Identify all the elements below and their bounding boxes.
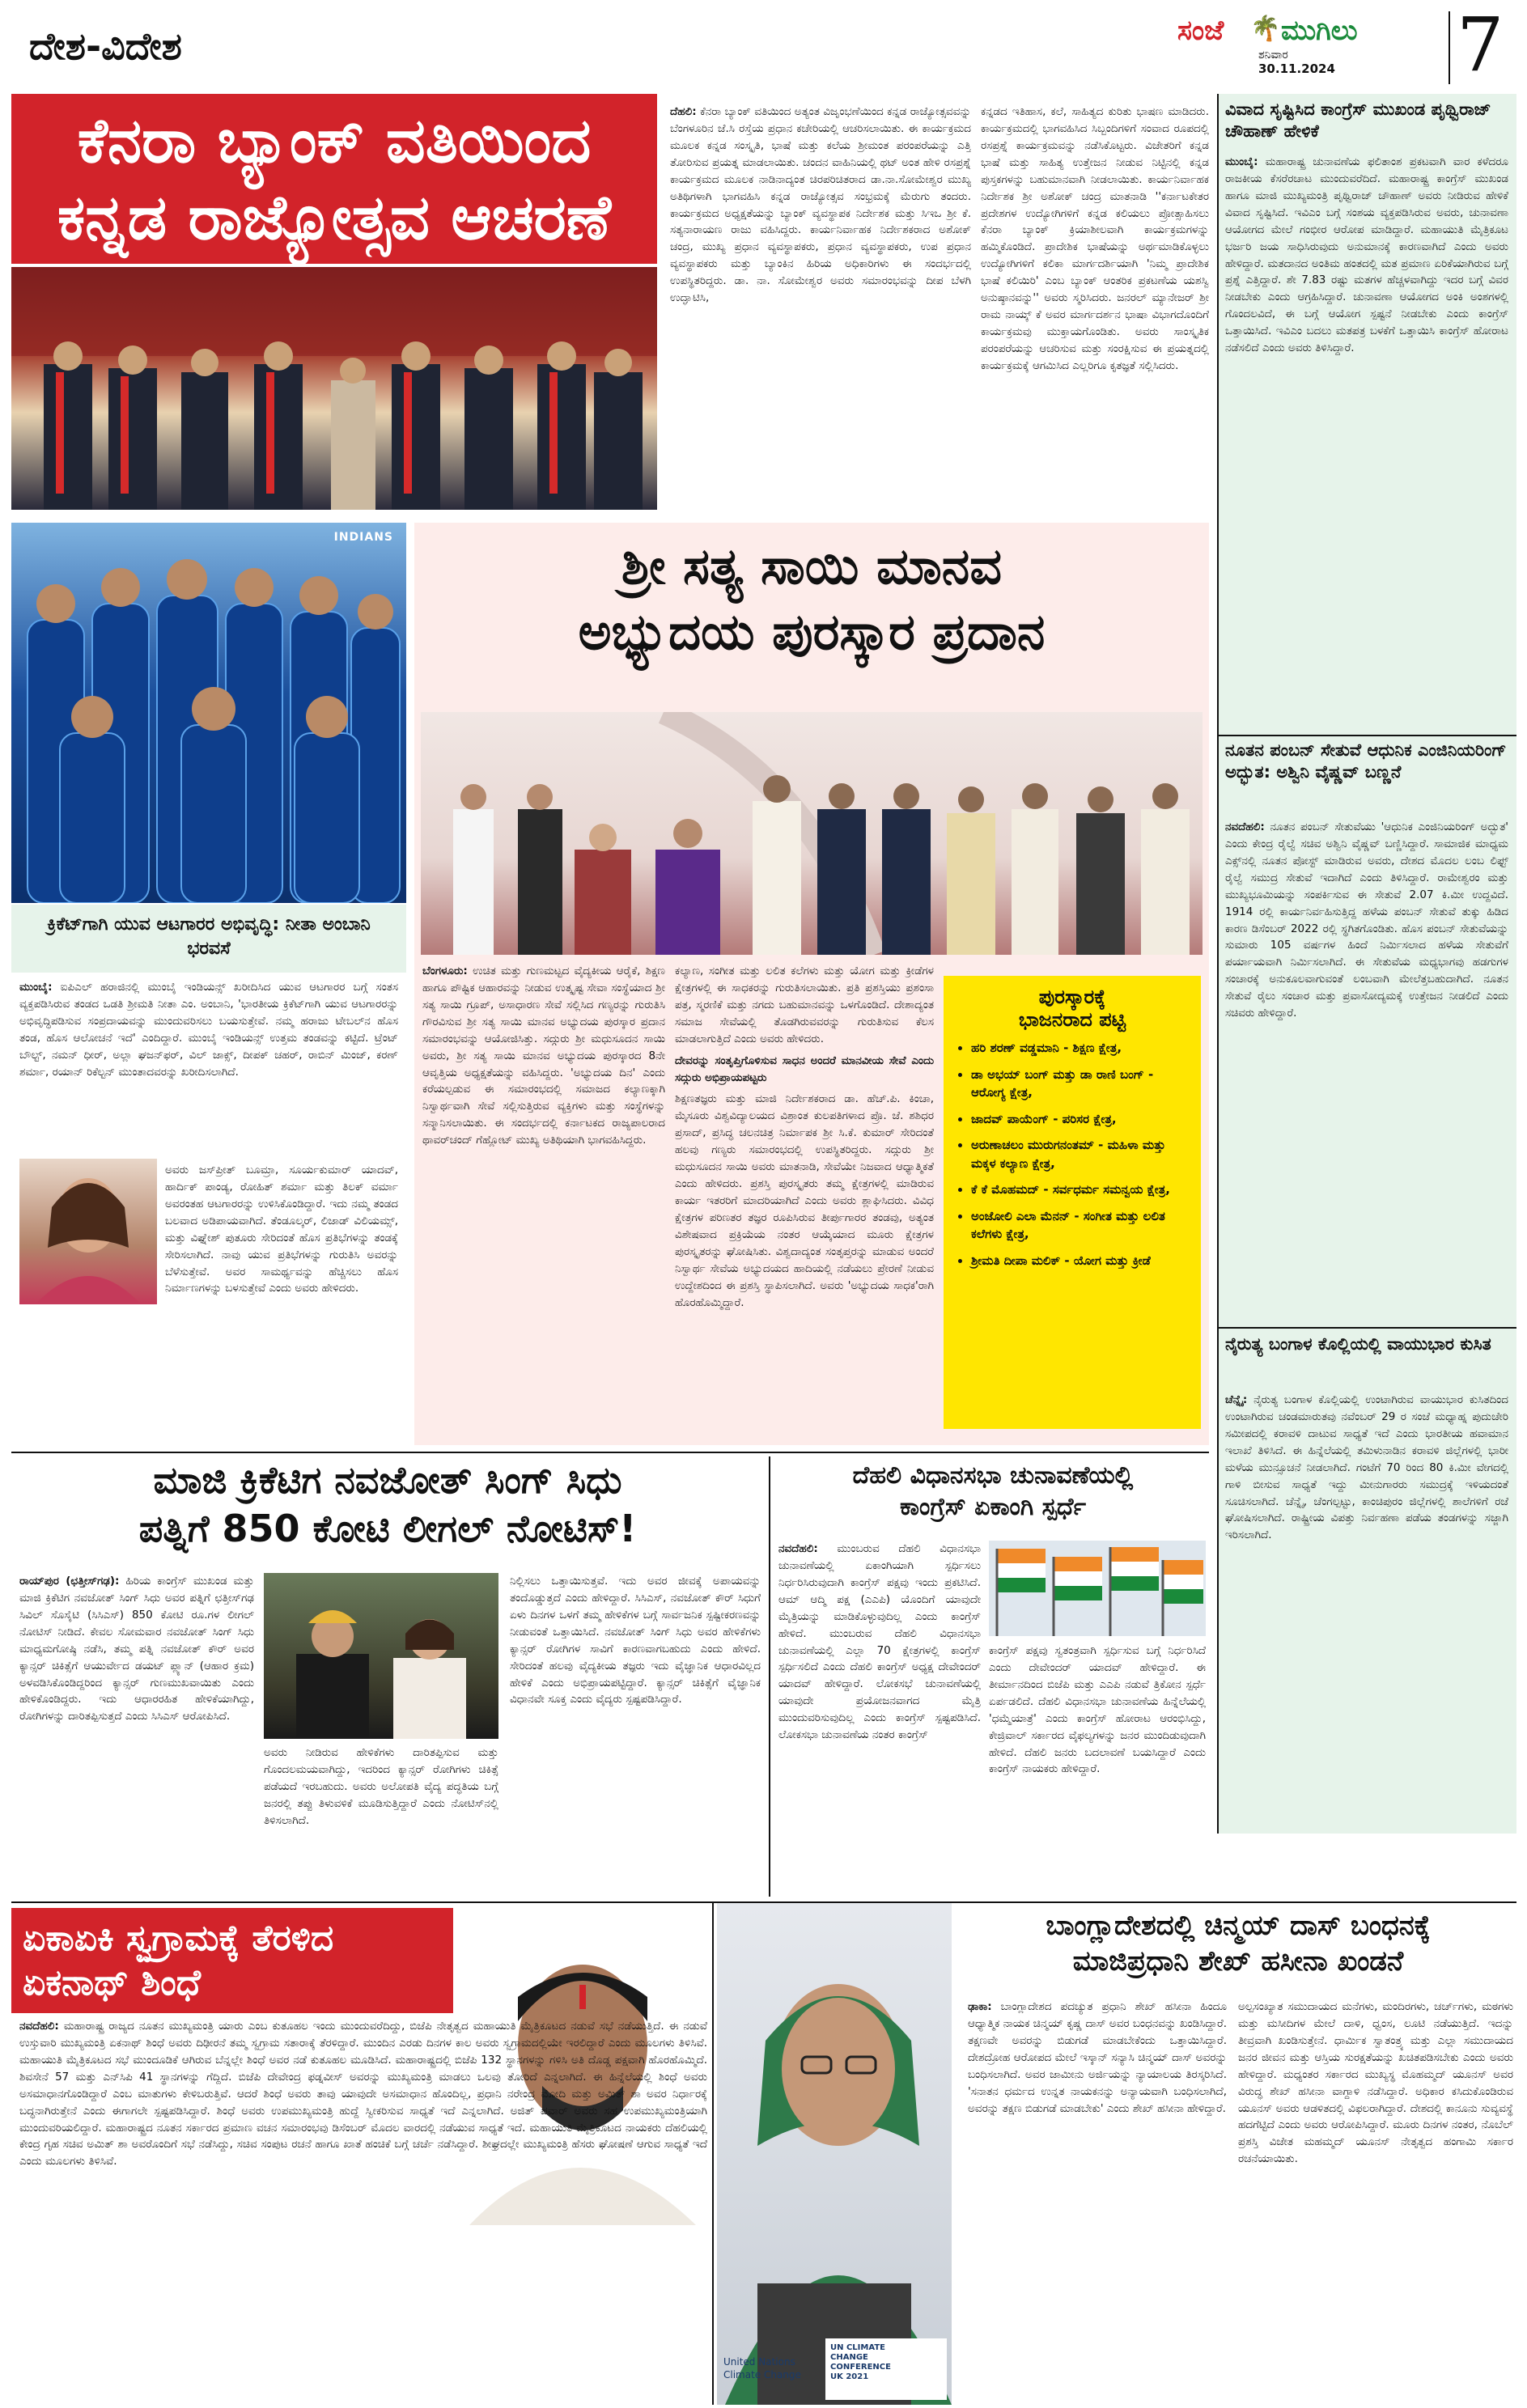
shinde-headline-line1: ಏಕಾಏಕಿ ಸ್ವಗ್ರಾಮಕ್ಕೆ ತೆರಳಿದ [23, 1918, 334, 1959]
un-label-2: Climate Change [723, 2369, 801, 2380]
sidhu-couple [264, 1573, 498, 1739]
sai-body-col2 [675, 963, 934, 1440]
issue-date: 30.11.2024 [1258, 61, 1335, 76]
awards-item: • ಅರುಣಾಚಲಂ ಮುರುಗನಂತಮ್ - ಮಹಿಳಾ ಮತ್ತು ಮಕ್ಕಳ ಕಲ್ಯಾಣ ಕ್ಷೇತ್ರ, [971, 1136, 1190, 1172]
masthead-logo [1177, 11, 1444, 76]
hasina-body-2: ಅಲ್ಪಸಂಖ್ಯಾತ ಸಮುದಾಯದ ಮನೆಗಳು, ಮಂದಿರಗಳು, ಚರ್ಚ್‌ಗಳು, ಮಠಗಳು ಮತ್ತು ಮಸೀದಿಗಳ ಮೇಲೆ ದಾಳಿ, ಧ್ವಂಸ, ಲೂಟಿ ನಡೆಯುತ್ತಿದೆ. ಇದನ್ನು ತೀವ್ರವಾಗಿ ಖಂಡಿಸುತ್ತೇನೆ. ಧಾರ್ಮಿಕ ಸ್ವಾತಂತ್ರ್ಯ ಮತ್ತು ಎಲ್ಲಾ ಸಮುದಾಯದ ಜನರ ಜೀವನ ಮತ್ತು ಆಸ್ತಿಯ ಸುರಕ್ಷತೆಯನ್ನು ಖಚಿತಪಡಿಸಬೇಕು ಎಂದು ಅವರು ಹೇಳಿದ್ದಾರೆ. ಮಧ್ಯಂತರ ಸರ್ಕಾರದ ಮುಖ್ಯಸ್ಥ ಮೊಹಮ್ಮದ್ ಯೂನಸ್ ಅವರ ವಿರುದ್ಧ ಶೇಖ್ ಹಸೀನಾ ವಾಗ್ದಾಳಿ ನಡೆಸಿದ್ದಾರೆ. ಅಧಿಕಾರ ಕಸಿದುಕೊಂಡಿರುವ ಯೂನಸ್ ಅವರು ಆಡಳಿತದಲ್ಲಿ ವಿಫಲರಾಗಿದ್ದಾರೆ. ದೇಶದಲ್ಲಿ ಕಾನೂನು ಸುವ್ಯವಸ್ಥೆ ಹದಗೆಟ್ಟಿದೆ ಎಂದು ಅವರು ಆರೋಪಿಸಿದ್ದಾರೆ. ಮೂರು ದಿನಗಳ ನಂತರ, ನೊಬೆಲ್ ಪ್ರಶಸ್ತಿ ವಿಜೇತ ಮಹಮ್ಮದ್ ಯೂನಸ್ ನೇತೃತ್ವದ ಹಂಗಾಮಿ ಸರ್ಕಾರ ರಚನೆಯಾಯಿತು. [1238, 2000, 1513, 2166]
shinde-headline [11, 1908, 510, 2013]
sidhu-body-col1 [19, 1573, 254, 1897]
canara-body-col2 [981, 104, 1209, 508]
canara-photo-figures [11, 267, 657, 510]
delhi-dateline: ನವದೆಹಲಿ: [778, 1542, 818, 1555]
canara-body-col1 [670, 104, 971, 508]
canara-body-2: ಕನ್ನಡದ ಇತಿಹಾಸ, ಕಲೆ, ಸಾಹಿತ್ಯದ ಕುರಿತು ಭಾಷಣ ಮಾಡಿದರು. ಕಾರ್ಯಕ್ರಮದಲ್ಲಿ ಭಾಗವಹಿಸಿದ ಸಿಬ್ಬಂದಿಗಳಿಗೆ ಸಂವಾದ ರೂಪದಲ್ಲಿ ರಸಪ್ರಶ್ನೆ ಕಾರ್ಯಕ್ರಮವನ್ನು ನಡೆಸಿಕೊಟ್ಟರು. ವಿಜೇತರಿಗೆ ಕನ್ನಡ ಭಾಷೆ ಮತ್ತು ಸಾಹಿತ್ಯ ಉತ್ತೇಜನ ನೀಡುವ ನಿಟ್ಟಿನಲ್ಲಿ ಕನ್ನಡ ಪುಸ್ತಕಗಳನ್ನು ಬಹುಮಾನವಾಗಿ ನೀಡಲಾಯಿತು. ಕಾರ್ಯನಿರ್ವಾಹಕ ನಿರ್ದೇಶಕ ಶ್ರೀ ಅಶೋಕ್ ಚಂದ್ರ ಮಾತನಾಡಿ ''ಕರ್ನಾಟಕೇತರ ಪ್ರದೇಶಗಳ ಉದ್ಯೋಗಿಗಳಿಗೆ ಕನ್ನಡ ಕಲಿಯಲು ಪ್ರೋತ್ಸಾಹಿಸಲು ಕೆನರಾ ಬ್ಯಾಂಕ್ ಕ್ರಿಯಾಶೀಲವಾಗಿ ಕಾರ್ಯಕ್ರಮಗಳನ್ನು ಹಮ್ಮಿಕೊಂಡಿದೆ. ಪ್ರಾದೇಶಿಕ ಭಾಷೆಯನ್ನು ಅರ್ಥಮಾಡಿಕೊಳ್ಳಲು ಉದ್ಯೋಗಿಗಳಿಗೆ ಕಲಿಕಾ ಮಾರ್ಗದರ್ಶಿಯಾಗಿ 'ನಿಮ್ಮ ಪ್ರಾದೇಶಿಕ ಭಾಷೆ ಕಲಿಯಿರಿ' ಎಂಬ ಬ್ಯಾಂಕ್ ಆಂತರಿಕ ಪ್ರಕಟಣೆಯ ಯಶಸ್ವಿ ಅನುಷ್ಠಾನವನ್ನು'' ಅವರು ಸ್ಮರಿಸಿದರು. ಜನರಲ್ ಮ್ಯಾನೇಜರ್ ಶ್ರೀ ರಾಮ ನಾಯ್ಕ್ ಕೆ ಅವರ ಮಾರ್ಗದರ್ಶನ ಭಾಷಾ ವಿಭಾಗದೊಂದಿಗೆ ಕಾರ್ಯಕ್ರಮವು ಮುಕ್ತಾಯಗೊಂಡಿತು. ಅವರು ಸಾಂಸ್ಕೃತಿಕ ಪರಂಪರೆಯನ್ನು ಆಚರಿಸುವ ಮತ್ತು ಸಂರಕ್ಷಿಸುವ ಈ ಪ್ರಯತ್ನದಲ್ಲಿ ಕಾರ್ಯಕ್ರಮಕ್ಕೆ ಆಗಮಿಸಿದ ಎಲ್ಲರಿಗೂ ಕೃತಜ್ಞತೆ ಸಲ್ಲಿಸಿದರು. [981, 105, 1209, 372]
ipl-body-2: ಅವರು ಜಸ್‌ಪ್ರೀತ್ ಬೂಮ್ರಾ, ಸೂರ್ಯಕುಮಾರ್ ಯಾದವ್, ಹಾರ್ದಿಕ್ ಪಾಂಡ್ಯ, ರೋಹಿತ್ ಶರ್ಮಾ ಮತ್ತು ತಿಲಕ್ ವರ್ಮಾ ಅವರಂತಹ ಆಟಗಾರರನ್ನು ಉಳಿಸಿಕೊಂಡಿದ್ದಾರೆ. ಇದು ನಮ್ಮ ತಂಡದ ಬಲವಾದ ಅಡಿಪಾಯವಾಗಿದೆ. ತೆಂಡೂಲ್ಕರ್, ಲಿಜಾಡ್ ವಿಲಿಯಮ್ಸ್, ಮತ್ತು ವಿಘ್ನೇಶ್ ಪುತೂರು ಸೇರಿದಂತೆ ಹೊಸ ಪ್ರತಿಭೆಗಳನ್ನು ತಂಡಕ್ಕೆ ಸೇರಿಸಲಾಗಿದೆ. ನಾವು ಯುವ ಪ್ರತಿಭೆಗಳನ್ನು ಗುರುತಿಸಿ ಅವರನ್ನು ಬೆಳೆಸುತ್ತೇವೆ. ಅವರ ಸಾಮರ್ಥ್ಯವನ್ನು ಹೆಚ್ಚಿಸಲು ಹೊಸ ನಿರ್ಮಾಣಗಳನ್ನು ಬಳಸುತ್ತೇವೆ ಎಂದು ಅವರು ಹೇಳಿದರು. [165, 1164, 398, 1295]
sidebar1-headline: ವಿವಾದ ಸೃಷ್ಟಿಸಿದ ಕಾಂಗ್ರೆಸ್ ಮುಖಂಡ ಪೃಥ್ವಿರಾಜ್ ಚೌಹಾಣ್ ಹೇಳಿಕೆ [1225, 100, 1491, 142]
hasina-headline [955, 1908, 1521, 1979]
mi-logo-text: INDIANS [333, 531, 393, 544]
sidebar1-body [1225, 154, 1508, 728]
nita-portrait [19, 1159, 157, 1304]
canara-headline [11, 94, 657, 264]
mi-players [11, 523, 406, 903]
sidebar2-body [1225, 819, 1508, 1321]
ipl-caption: ಕ್ರಿಕೆಟ್‌ಗಾಗಿ ಯುವ ಆಟಗಾರರ ಅಭಿವೃದ್ಧಿ: ನೀತಾ ಅಂಬಾನಿ ಭರವಸೆ [11, 905, 406, 973]
sidhu-body-1: ಹಿರಿಯ ಕಾಂಗ್ರೆಸ್ ಮುಖಂಡ ಮತ್ತು ಮಾಜಿ ಕ್ರಿಕೆಟಿಗ ನವಜೋತ್ ಸಿಂಗ್ ಸಿಧು ಅವರ ಪತ್ನಿಗೆ ಛತ್ತೀಸ್‌ಗಢ ಸಿವಿಲ್ ಸೊಸೈಟಿ (ಸಿಸಿಎಸ್) 850 ಕೋಟಿ ರೂ.ಗಳ ಲೀಗಲ್ ನೋಟಿಸ್ ನೀಡಿದೆ. ಕೇವಲ ಸೋಮವಾರ ನವಜೋತ್ ಸಿಂಗ್ ಸಿಧು ಮಾಧ್ಯಮಗೋಷ್ಠಿ ನಡೆಸಿ, ತಮ್ಮ ಪತ್ನಿ ನವಜೋತ್ ಕೌರ್ ಅವರ ಕ್ಯಾನ್ಸರ್ ಚಿಕಿತ್ಸೆಗೆ ಆಯುರ್ವೇದ ಡಯಟ್ ಪ್ಲ್ಯಾನ್ (ಆಹಾರ ಕ್ರಮ) ಅಳವಡಿಸಿಕೊಂಡಿದ್ದರಿಂದ ಕ್ಯಾನ್ಸರ್ ಗುಣಮುಖವಾಯಿತು ಎಂದು ಹೇಳಿಕೊಂಡಿದ್ದರು. ಇದು ಆಧಾರರಹಿತ ಹೇಳಿಕೆಯಾಗಿದ್ದು, ರೋಗಿಗಳನ್ನು ದಾರಿತಪ್ಪಿಸುತ್ತದೆ ಎಂದು ಸಿಸಿಎಸ್ ಆರೋಪಿಸಿದೆ. [19, 1575, 254, 1723]
delhi-body-1: ಮುಂಬರುವ ದೆಹಲಿ ವಿಧಾನಸಭಾ ಚುನಾವಣೆಯಲ್ಲಿ ಏಕಾಂಗಿಯಾಗಿ ಸ್ಪರ್ಧಿಸಲು ನಿರ್ಧರಿಸಿರುವುದಾಗಿ ಕಾಂಗ್ರೆಸ್ ಪಕ್ಷವು ಇಂದು ಪ್ರಕಟಿಸಿದೆ. ಆಮ್ ಆದ್ಮಿ ಪಕ್ಷ (ಎಎಪಿ) ಯೊಂದಿಗೆ ಯಾವುದೇ ಮೈತ್ರಿಯನ್ನು ಮಾಡಿಕೊಳ್ಳುವುದಿಲ್ಲ ಎಂದು ಕಾಂಗ್ರೆಸ್ ಹೇಳಿದೆ. ಮುಂಬರುವ ದೆಹಲಿ ವಿಧಾನಸಭಾ ಚುನಾವಣೆಯಲ್ಲಿ ಎಲ್ಲಾ 70 ಕ್ಷೇತ್ರಗಳಲ್ಲಿ ಕಾಂಗ್ರೆಸ್ ಸ್ಪರ್ಧಿಸಲಿದೆ ಎಂದು ದೆಹಲಿ ಕಾಂಗ್ರೆಸ್ ಅಧ್ಯಕ್ಷ ದೇವೇಂದರ್ ಯಾದವ್ ಹೇಳಿದ್ದಾರೆ. ಲೋಕಸಭೆ ಚುನಾವಣೆಯಲ್ಲಿ ಯಾವುದೇ ಪ್ರಯೋಜನವಾಗದ ಮೈತ್ರಿ ಮುಂದುವರಿಸುವುದಿಲ್ಲ ಎಂದು ಕಾಂಗ್ರೆಸ್ ಸ್ಪಷ್ಟಪಡಿಸಿದೆ. ಲೋಕಸಭಾ ಚುನಾವಣೆಯ ನಂತರ ಕಾಂಗ್ರೆಸ್ [778, 1542, 981, 1742]
masthead-rule [1449, 11, 1450, 84]
canara-dateline: ದೆಹಲಿ: [670, 105, 697, 118]
sidebar3-headline: ನೈರುತ್ಯ ಬಂಗಾಳ ಕೊಲ್ಲಿಯಲ್ಲಿ ವಾಯುಭಾರ ಕುಸಿತ [1225, 1334, 1491, 1354]
sidhu-body-3: ಅವರು ನೀಡಿರುವ ಹೇಳಿಕೆಗಳು ದಾರಿತಪ್ಪಿಸುವ ಮತ್ತು ಗೊಂದಲಮಯವಾಗಿದ್ದು, ಇದರಿಂದ ಕ್ಯಾನ್ಸರ್ ರೋಗಿಗಳು ಚಿಕಿತ್ಸೆ ಪಡೆಯದೆ ಇರಬಹುದು. ಅವರು ಅಲೋಪತಿ ವೈದ್ಯ ಪದ್ಧತಿಯ ಬಗ್ಗೆ ಜನರಲ್ಲಿ ತಪ್ಪು ತಿಳುವಳಿಕೆ ಮೂಡಿಸುತ್ತಿದ್ದಾರೆ ಎಂದು ನೋಟಿಸ್‌ನಲ್ಲಿ ತಿಳಿಸಲಾಗಿದೆ. [264, 1746, 498, 1827]
sidhu-photo [264, 1573, 498, 1739]
sidebar3-dateline: ಚೆನ್ನೈ: [1225, 1393, 1248, 1406]
canara-body-1: ಕೆನರಾ ಬ್ಯಾಂಕ್ ವತಿಯಿಂದ ಅತ್ಯಂತ ವಿಜೃಂಭಣೆಯಿಂದ ಕನ್ನಡ ರಾಜ್ಯೋತ್ಸವವನ್ನು ಬೆಂಗಳೂರಿನ ಜೆ.ಸಿ ರಸ್ತೆಯ ಪ್ರಧಾನ ಕಚೇರಿಯಲ್ಲಿ ಆಚರಿಸಲಾಯಿತು. ಈ ಕಾರ್ಯಕ್ರಮದ ಮೂಲಕ ಕನ್ನಡ ಸಂಸ್ಕೃತಿ, ಭಾಷೆ ಮತ್ತು ಕಲೆಯ ಶ್ರೀಮಂತ ಪರಂಪರೆಯನ್ನು ಎತ್ತಿ ತೋರಿಸುವ ಪ್ರಯತ್ನ ಮಾಡಲಾಯಿತು. ಚಂದನ ವಾಹಿನಿಯಲ್ಲಿ ಥಟ್ ಅಂತ ಹೇಳಿ ರಸಪ್ರಶ್ನೆ ಕಾರ್ಯಕ್ರಮದ ಮೂಲಕ ನಾಡಿನಾದ್ಯಂತ ಚಿರಪರಿಚಿತರಾದ ಡಾ.ನಾ.ಸೋಮೇಶ್ವರ ಮುಖ್ಯ ಅತಿಥಿಗಳಾಗಿ ಭಾಗವಹಿಸಿ ಕನ್ನಡ ರಾಜ್ಯೋತ್ಸವ ಸಂಭ್ರಮಕ್ಕೆ ಮೆರುಗು ತಂದರು. ಕಾರ್ಯಕ್ರಮದ ಅಧ್ಯಕ್ಷತೆಯನ್ನು ಬ್ಯಾಂಕ್ ವ್ಯವಸ್ಥಾಪಕ ನಿರ್ದೇಶಕ ಮತ್ತು ಸಿಇಒ ಶ್ರೀ ಕೆ. ಸತ್ಯನಾರಾಯಣ ರಾಜು ವಹಿಸಿದ್ದರು. ಕಾರ್ಯನಿರ್ವಾಹಕ ನಿರ್ದೇಶಕರಾದ ಅಶೋಕ್ ಚಂದ್ರ, ಮುಖ್ಯ ಪ್ರಧಾನ ವ್ಯವಸ್ಥಾಪಕರು, ಪ್ರಧಾನ ವ್ಯವಸ್ಥಾಪಕರು, ಉಪ ಪ್ರಧಾನ ವ್ಯವಸ್ಥಾಪಕರು ಮತ್ತು ಬ್ಯಾಂಕಿನ ಹಿರಿಯ ಅಧಿಕಾರಿಗಳು ಈ ಸಂದರ್ಭದಲ್ಲಿ ಉಪಸ್ಥಿತರಿದ್ದರು. ಡಾ. ನಾ. ಸೋಮೇಶ್ವರ ಅವರು ಸಮಾರಂಭವನ್ನು ದೀಪ ಬೆಳಗಿ ಉದ್ಘಾಟಿಸಿ, [670, 105, 971, 305]
sai-headline [414, 534, 1209, 664]
hasina-headline-line2: ಮಾಜಿಪ್ರಧಾನಿ ಶೇಖ್ ಹಸೀನಾ ಖಂಡನೆ [1072, 1945, 1404, 1978]
divider-mid [11, 1452, 1209, 1453]
canara-headline-line1: ಕೆನರಾ ಬ್ಯಾಂಕ್ ವತಿಯಿಂದ [77, 104, 592, 176]
sidhu-body-col3 [264, 1745, 498, 1897]
sidhu-body-2: ನಿಲ್ಲಿಸಲು ಒತ್ತಾಯಿಸುತ್ತವೆ. ಇದು ಅವರ ಜೀವಕ್ಕೆ ಅಪಾಯವನ್ನು ತಂದೊಡ್ಡುತ್ತದೆ ಎಂದು ಹೇಳಿದ್ದಾರೆ. ಸಿಸಿಎಸ್, ನವಜೋತ್ ಕೌರ್ ಸಿಧುಗೆ ಏಳು ದಿನಗಳ ಒಳಗೆ ತಮ್ಮ ಹೇಳಿಕೆಗಳ ಬಗ್ಗೆ ಸಾರ್ವಜನಿಕ ಸ್ಪಷ್ಟೀಕರಣವನ್ನು ನೀಡುವಂತೆ ಒತ್ತಾಯಿಸಿದೆ. ನವಜೋತ್ ಸಿಂಗ್ ಸಿಧು ಅವರ ಹೇಳಿಕೆಗಳು ಕ್ಯಾನ್ಸರ್ ರೋಗಿಗಳ ಸಾವಿಗೆ ಕಾರಣವಾಗಬಹುದು ಎಂದು ಹೇಳಿದೆ. [510, 1575, 761, 1656]
sidhu-dateline: ರಾಯ್‌ಪುರ (ಛತ್ತೀಸ್‌ಗಢ): [19, 1575, 120, 1588]
delhi-body-col2 [989, 1643, 1206, 1897]
ipl-body-bottom [165, 1162, 398, 1437]
sidebar3-body [1225, 1392, 1508, 1829]
sai-body-col1 [422, 963, 665, 1440]
sidebar-divider-2 [1217, 1327, 1516, 1329]
delhi-body-col1 [778, 1541, 981, 1897]
awards-item: • ಹರಿ ಶರಣ್ ವಡ್ಡಮಾನಿ - ಶಿಕ್ಷಣ ಕ್ಷೇತ್ರ, [971, 1039, 1190, 1058]
awards-item: • ಕೆ ಕೆ ಮೊಹಮದ್ - ಸರ್ವಧರ್ಮ ಸಮನ್ವಯ ಕ್ಷೇತ್ರ, [971, 1181, 1190, 1199]
delhi-headline-line2: ಕಾಂಗ್ರೆಸ್ ಏಕಾಂಗಿ ಸ್ಪರ್ಧೆ [899, 1493, 1087, 1521]
awards-title-1: ಪುರಸ್ಕಾರಕ್ಕೆ [1038, 986, 1106, 1008]
ipl-body-top [19, 979, 398, 1155]
section-title: ದೇಶ-ವಿದೇಶ [29, 24, 182, 68]
sai-headline-line1: ಶ್ರೀ ಸತ್ಯ ಸಾಯಿ ಮಾನವ [621, 536, 1003, 596]
sai-photo [421, 712, 1203, 955]
canara-photo [11, 267, 657, 510]
hasina-body-1: ಬಾಂಗ್ಲಾದೇಶದ ಪದಚ್ಯುತ ಪ್ರಧಾನಿ ಶೇಖ್ ಹಸೀನಾ ಹಿಂದೂ ಆಧ್ಯಾತ್ಮಿಕ ನಾಯಕ ಚಿನ್ಮಯ್ ಕೃಷ್ಣ ದಾಸ್ ಅವರ ಬಂಧನವನ್ನು ಖಂಡಿಸಿದ್ದಾರೆ. ತಕ್ಷಣವೇ ಅವರನ್ನು ಬಿಡುಗಡೆ ಮಾಡಬೇಕೆಂದು ಒತ್ತಾಯಿಸಿದ್ದಾರೆ. ದೇಶದ್ರೋಹ ಆರೋಪದ ಮೇಲೆ ಇಸ್ಕಾನ್ ಸನ್ಯಾಸಿ ಚಿನ್ಮಯ್ ದಾಸ್ ಅವರನ್ನು ಬಂಧಿಸಲಾಗಿದೆ. ಅವರ ಜಾಮೀನು ಅರ್ಜಿಯನ್ನು ನ್ಯಾಯಾಲಯ ತಿರಸ್ಕರಿಸಿದೆ. 'ಸನಾತನ ಧರ್ಮದ ಉನ್ನತ ನಾಯಕನನ್ನು ಅನ್ಯಾಯವಾಗಿ ಬಂಧಿಸಲಾಗಿದೆ, ಅವರನ್ನು ತಕ್ಷಣ ಬಿಡುಗಡೆ ಮಾಡಬೇಕು' ಎಂದು ಶೇಖ್ ಹಸೀನಾ ಹೇಳಿದ್ದಾರೆ. [968, 2000, 1227, 2115]
awards-box [944, 976, 1201, 1429]
mi-team-photo [11, 523, 406, 903]
divider-vertical-bottom [712, 1903, 714, 2405]
awards-item: • ಡಾ ಅಭಯ್ ಬಂಗ್ ಮತ್ತು ಡಾ ರಾಣಿ ಬಂಗ್ - ಆರೋಗ್ಯ ಕ್ಷೇತ್ರ, [971, 1066, 1190, 1102]
cop-line3: CONFERENCE [830, 2363, 891, 2372]
hasina-portrait [717, 1903, 952, 2405]
awards-item: • ಅಂಜೋಲಿ ಎಲಾ ಮೆನನ್ - ಸಂಗೀತ ಮತ್ತು ಲಲಿತ ಕಲೆಗಳು ಕ್ಷೇತ್ರ, [971, 1207, 1190, 1244]
delhi-headline [777, 1460, 1209, 1523]
delhi-headline-line1: ದೆಹಲಿ ವಿಧಾನಸಭಾ ಚುನಾವಣೆಯಲ್ಲಿ [852, 1461, 1134, 1490]
cop-line1: UN CLIMATE [830, 2343, 885, 2352]
divider-vertical [769, 1456, 770, 1897]
sidebar2-headline: ನೂತನ ಪಂಬನ್ ಸೇತುವೆ ಆಧುನಿಕ ಎಂಜಿನಿಯರಿಂಗ್ ಅದ್ಭುತ: ಅಶ್ವಿನಿ ವೈಷ್ಣವ್ ಬಣ್ಣನೆ [1225, 740, 1507, 782]
ipl-dateline: ಮುಂಬೈ: [19, 981, 53, 994]
sidhu-headline-line2: ಪತ್ನಿಗೆ 850 ಕೋಟಿ ಲೀಗಲ್ ನೋಟಿಸ್! [138, 1506, 637, 1550]
issue-day: ಶನಿವಾರ [1258, 49, 1288, 61]
sai-dateline: ಬೆಂಗಳೂರು: [422, 964, 468, 977]
nita-ambani-photo [19, 1159, 157, 1304]
sidhu-body-col2 [510, 1573, 761, 1897]
hasina-photo [717, 1903, 952, 2405]
congress-flags-photo [989, 1541, 1206, 1636]
sai-headline-line2: ಅಭ್ಯುದಯ ಪುರಸ್ಕಾರ ಪ್ರದಾನ [578, 601, 1046, 661]
cop-line2: CHANGE [830, 2353, 868, 2362]
sidebar2-text: ನೂತನ ಪಂಬನ್ ಸೇತುವೆಯು 'ಆಧುನಿಕ ಎಂಜಿನಿಯರಿಂಗ್ ಅದ್ಭುತ' ಎಂದು ಕೇಂದ್ರ ರೈಲ್ವೆ ಸಚಿವ ಅಶ್ವಿನಿ ವೈಷ್ಣವ್ ಬಣ್ಣಿಸಿದ್ದಾರೆ. ಸಾಮಾಜಿಕ ಮಾಧ್ಯಮ ಎಕ್ಸ್‌ನಲ್ಲಿ ನೂತನ ಪೋಸ್ಟ್ ಮಾಡಿರುವ ಅವರು, ದೇಶದ ಮೊದಲ ಲಂಬ ಲಿಫ್ಟ್ ರೈಲ್ವೆ ಸಮುದ್ರ ಸೇತುವೆ ಇದಾಗಿದೆ ಎಂದು ತಿಳಿಸಿದ್ದಾರೆ. ರಾಮೇಶ್ವರಂ ಮತ್ತು ಮುಖ್ಯಭೂಮಿಯನ್ನು ಸಂಪರ್ಕಿಸುವ ಈ ಸೇತುವೆ 2.07 ಕಿ.ಮೀ ಉದ್ದವಿದೆ. 1914 ರಲ್ಲಿ ಕಾರ್ಯನಿರ್ವಹಿಸುತ್ತಿದ್ದ ಹಳೆಯ ಪಂಬನ್ ಸೇತುವೆ ತುಕ್ಕು ಹಿಡಿದ ಕಾರಣ ಡಿಸೆಂಬರ್ 2022 ರಲ್ಲಿ ಸ್ಥಗಿತಗೊಂಡಿತು. ಹೊಸ ಪಂಬನ್ ಸೇತುವೆಯನ್ನು ಸುಮಾರು 105 ವರ್ಷಗಳ ಹಿಂದೆ ನಿರ್ಮಿಸಲಾದ ಹಳೆಯ ಸೇತುವೆಗೆ ಪರ್ಯಾಯವಾಗಿ ನಿರ್ಮಿಸಲಾಗಿದೆ. ಈ ಸೇತುವೆಯ ಮಧ್ಯಭಾಗವು ಹಡಗುಗಳ ಸಂಚಾರಕ್ಕೆ ಅನುಕೂಲವಾಗುವಂತೆ ಲಂಬವಾಗಿ ಮೇಲೆತ್ತಬಹುದಾಗಿದೆ. ನೂತನ ಸೇತುವೆ ರೈಲು ಸಂಚಾರ ಮತ್ತು ಪ್ರವಾಸೋದ್ಯಮಕ್ಕೆ ಉತ್ತೇಜನ ನೀಡಲಿದೆ ಎಂದು ಸಚಿವರು ಹೇಳಿದ್ದಾರೆ. [1225, 820, 1508, 1020]
delhi-body-2: ಕಾಂಗ್ರೆಸ್ ಪಕ್ಷವು ಸ್ವತಂತ್ರವಾಗಿ ಸ್ಪರ್ಧಿಸುವ ಬಗ್ಗೆ ನಿರ್ಧರಿಸಿದೆ ಎಂದು ದೇವೇಂದರ್ ಯಾದವ್ ಹೇಳಿದ್ದಾರೆ. ಈ ತೀರ್ಮಾನದಿಂದ ಬಿಜೆಪಿ ಮತ್ತು ಎಎಪಿ ನಡುವೆ ತ್ರಿಕೋನ ಸ್ಪರ್ಧೆ ಏರ್ಪಡಲಿದೆ. ದೆಹಲಿ ವಿಧಾನಸಭಾ ಚುನಾವಣೆಯ ಹಿನ್ನೆಲೆಯಲ್ಲಿ 'ಧಮ್ಮೆಯಾತ್ರೆ' ಎಂದು ಕಾಂಗ್ರೆಸ್ ಹೋರಾಟ ಆರಂಭಿಸಿದ್ದು, ಕೇಜ್ರಿವಾಲ್ ಸರ್ಕಾರದ ವೈಫಲ್ಯಗಳನ್ನು ಜನರ ಮುಂದಿಡುವುದಾಗಿ ಹೇಳಿದೆ. ದೆಹಲಿ ಜನರು ಬದಲಾವಣೆ ಬಯಸಿದ್ದಾರೆ ಎಂದು ಕಾಂಗ್ರೆಸ್ ನಾಯಕರು ಹೇಳಿದ್ದಾರೆ. [989, 1644, 1206, 1776]
shinde-body [19, 2018, 707, 2398]
sidebar1-dateline: ಮುಂಬೈ: [1225, 155, 1258, 168]
awards-item: • ಜಾದವ್ ಪಾಯೆಂಗ್ - ಪರಿಸರ ಕ್ಷೇತ್ರ, [971, 1110, 1190, 1129]
palm-icon: 🌴 [1250, 15, 1281, 43]
sidebar3-text: ನೈರುತ್ಯ ಬಂಗಾಳ ಕೊಲ್ಲಿಯಲ್ಲಿ ಉಂಟಾಗಿರುವ ವಾಯುಭಾರ ಕುಸಿತದಿಂದ ಉಂಟಾಗಿರುವ ಚಂಡಮಾರುತವು ನವೆಂಬರ್ 29 ರ ಸಂಜೆ ಮಧ್ಯಾಹ್ನ ಪುದುಚೇರಿ ಸಮೀಪದಲ್ಲಿ ಕರಾವಳಿ ದಾಟುವ ಸಾಧ್ಯತೆ ಇದೆ ಎಂದು ಭಾರತೀಯ ಹವಾಮಾನ ಇಲಾಖೆ ತಿಳಿಸಿದೆ. ಈ ಹಿನ್ನೆಲೆಯಲ್ಲಿ ತಮಿಳುನಾಡಿನ ಕರಾವಳಿ ಜಿಲ್ಲೆಗಳಲ್ಲಿ ಭಾರೀ ಮಳೆಯ ಮುನ್ಸೂಚನೆ ನೀಡಲಾಗಿದೆ. ಗಂಟೆಗೆ 70 ರಿಂದ 80 ಕಿ.ಮೀ ವೇಗದಲ್ಲಿ ಗಾಳಿ ಬೀಸುವ ಸಾಧ್ಯತೆ ಇದ್ದು ಮೀನುಗಾರರು ಸಮುದ್ರಕ್ಕೆ ಇಳಿಯದಂತೆ ಸೂಚಿಸಲಾಗಿದೆ. ಚೆನ್ನೈ, ಚೆಂಗಲ್ಪಟ್ಟು, ಕಾಂಚಿಪುರಂ ಜಿಲ್ಲೆಗಳಲ್ಲಿ ಶಾಲೆಗಳಿಗೆ ರಜೆ ಘೋಷಿಸಲಾಗಿದೆ. ರಾಷ್ಟ್ರೀಯ ವಿಪತ್ತು ನಿರ್ವಹಣಾ ಪಡೆಯ ತಂಡಗಳನ್ನು ಸಜ್ಜಾಗಿ ಇರಿಸಲಾಗಿದೆ. [1225, 1393, 1508, 1542]
sidhu-headline [11, 1456, 764, 1554]
sai-body-4: ವಿವಿಧ ಕ್ಷೇತ್ರಗಳ ಪರಿಣತರ ತಜ್ಞರ ರೂಪಿಸಿರುವ ತೀರ್ಪುಗಾರರ ತಂಡವು, ಅತ್ಯಂತ ವಿಶೇಷವಾದ ಪ್ರಕ್ರಿಯೆಯ ನಂತರ ಆಯ್ಕೆಯಾದ ಮೂರು ಕ್ಷೇತ್ರಗಳ ಪುರಸ್ಕೃತರನ್ನು ಘೋಷಿಸಿತು. ವಿಶ್ವದಾದ್ಯಂತ ಸಂತೃಪ್ತರನ್ನು ಮಾಡುವ ಅಂದರೆ ನಿಸ್ವಾರ್ಥ ಸೇವೆಯ ಅಭ್ಯುದಯದ ಹಾದಿಯಲ್ಲಿ ನಡೆಯಲು ಪ್ರೇರಣೆ ನೀಡುವ ಉದ್ದೇಶದಿಂದ ಈ ಪ್ರಶಸ್ತಿ ಸ್ಥಾಪಿಸಲಾಗಿದೆ. ಅವರು 'ಅಭ್ಯುದಯ ಸಾಧಕ'ರಾಗಿ ಹೊರಹೊಮ್ಮಿದ್ದಾರೆ. [675, 1193, 934, 1309]
shinde-body-text: ಮಹಾರಾಷ್ಟ್ರ ರಾಜ್ಯದ ನೂತನ ಮುಖ್ಯಮಂತ್ರಿ ಯಾರು ಎಂಬ ಕುತೂಹಲ ಇಂದು ಮುಂದುವರೆದಿದ್ದು, ಬಿಜೆಪಿ ನೇತೃತ್ವದ ಮಹಾಯುತಿ ಮೈತ್ರಿಕೂಟದ ನಡುವೆ ಸಭೆ ನಡೆಯುತ್ತಿದೆ. ಈ ನಡುವೆ ಉಸ್ತುವಾರಿ ಮುಖ್ಯಮಂತ್ರಿ ಏಕನಾಥ್ ಶಿಂಧೆ ಅವರು ದಿಢೀರನೆ ತಮ್ಮ ಸ್ವಗ್ರಾಮ ಸತಾರಾಕ್ಕೆ ತೆರಳಿದ್ದಾರೆ. ಮುಂದಿನ ಎರಡು ದಿನಗಳ ಕಾಲ ಅವರು ಸ್ವಗ್ರಾಮದಲ್ಲಿಯೇ ಇರಲಿದ್ದಾರೆ ಎಂದು ಮೂಲಗಳು ತಿಳಿಸಿವೆ. ಮಹಾಯುತಿ ಮೈತ್ರಿಕೂಟದ ಸಭೆ ಮುಂದೂಡಿಕೆ ಆಗಿರುವ ಬೆನ್ನಲ್ಲೇ ಶಿಂಧೆ ಅವರ ನಡೆ ಕುತೂಹಲ ಮೂಡಿಸಿದೆ. ಮಹಾರಾಷ್ಟ್ರದಲ್ಲಿ ಬಿಜೆಪಿ 132 ಸ್ಥಾನಗಳನ್ನು ಗಳಿಸಿ ಅತಿ ದೊಡ್ಡ ಪಕ್ಷವಾಗಿ ಹೊರಹೊಮ್ಮಿದೆ. ಶಿವಸೇನೆ 57 ಮತ್ತು ಎನ್‌ಸಿಪಿ 41 ಸ್ಥಾನಗಳನ್ನು ಗೆದ್ದಿದೆ. ಬಿಜೆಪಿ ದೇವೇಂದ್ರ ಫಡ್ನವೀಸ್ ಅವರನ್ನು ಮುಖ್ಯಮಂತ್ರಿ ಮಾಡಲು ಒಲವು ತೋರಿದೆ ಎನ್ನಲಾಗಿದೆ. ಈ ಹಿನ್ನೆಲೆಯಲ್ಲಿ ಶಿಂಧೆ ಅವರು ಅಸಮಾಧಾನಗೊಂಡಿದ್ದಾರೆ ಎಂಬ ಮಾತುಗಳು ಕೇಳಿಬರುತ್ತಿವೆ. ಆದರೆ ಶಿಂಧೆ ಅವರು ತಾವು ಯಾವುದೇ ಅಸಮಾಧಾನ ಹೊಂದಿಲ್ಲ, ಪ್ರಧಾನಿ ನರೇಂದ್ರ ಮೋದಿ ಮತ್ತು ಅಮಿತ್ ಶಾ ಅವರ ನಿರ್ಧಾರಕ್ಕೆ ಬದ್ಧನಾಗಿರುತ್ತೇನೆ ಎಂದು ಈಗಾಗಲೇ ಸ್ಪಷ್ಟಪಡಿಸಿದ್ದಾರೆ. ಶಿಂಧೆ ಅವರು ಉಪಮುಖ್ಯಮಂತ್ರಿ ಹುದ್ದೆ ಸ್ವೀಕರಿಸುವ ಸಾಧ್ಯತೆ ಇದೆ ಎನ್ನಲಾಗಿದೆ. ಅಜಿತ್ ಪವಾರ್ ಅವರು ಸಹ ಉಪಮುಖ್ಯಮಂತ್ರಿಯಾಗಿ ಮುಂದುವರಿಯಲಿದ್ದಾರೆ. ಮಹಾರಾಷ್ಟ್ರದ ನೂತನ ಸರ್ಕಾರದ ಪ್ರಮಾಣ ವಚನ ಸಮಾರಂಭವು ಡಿಸೆಂಬರ್ ಮೊದಲ ವಾರದಲ್ಲಿ ನಡೆಯುವ ಸಾಧ್ಯತೆ ಇದೆ. ಮಹಾಯುತಿ ಮೈತ್ರಿಕೂಟದ ನಾಯಕರು ದೆಹಲಿಯಲ್ಲಿ ಕೇಂದ್ರ ಗೃಹ ಸಚಿವ ಅಮಿತ್ ಶಾ ಅವರೊಂದಿಗೆ ಸಭೆ ನಡೆಸಿದ್ದು, ಸಚಿವ ಸಂಪುಟ ರಚನೆ ಹಾಗೂ ಖಾತೆ ಹಂಚಿಕೆ ಬಗ್ಗೆ ಚರ್ಚೆ ನಡೆಸಿದ್ದಾರೆ. ಶೀಘ್ರದಲ್ಲೇ ಮುಖ್ಯಮಂತ್ರಿ ಹೆಸರು ಘೋಷಣೆ ಆಗುವ ಸಾಧ್ಯತೆ ಇದೆ ಎಂದು ಮೂಲಗಳು ತಿಳಿಸಿವೆ. [19, 2020, 707, 2168]
sai-highlight: ದೇವರನ್ನು ಸಂತೃಪ್ತಿಗೊಳಿಸುವ ಸಾಧನ ಅಂದರೆ ಮಾನವೀಯ ಸೇವೆ ಎಂದು ಸದ್ಗುರು ಅಭಿಪ್ರಾಯಪಟ್ಟರು [675, 1054, 934, 1084]
page-number: 7 [1457, 2, 1504, 88]
logo-mugilu: ಮುಗಿಲು [1281, 15, 1358, 47]
un-label-1: United Nations [723, 2356, 795, 2368]
sidhu-body-4: ಸೇರಿದಂತೆ ಹಲವು ವೈದ್ಯಕೀಯ ತಜ್ಞರು ಇದು ವೈಜ್ಞಾನಿಕ ಆಧಾರವಿಲ್ಲದ ಹೇಳಿಕೆ ಎಂದು ಅಭಿಪ್ರಾಯಪಟ್ಟಿದ್ದಾರೆ. ಕ್ಯಾನ್ಸರ್ ಚಿಕಿತ್ಸೆಗೆ ವೈಜ್ಞಾನಿಕ ವಿಧಾನವೇ ಸೂಕ್ತ ಎಂದು ವೈದ್ಯರು ಸ್ಪಷ್ಟಪಡಿಸಿದ್ದಾರೆ. [510, 1659, 761, 1706]
awards-item: • ಶ್ರೀಮತಿ ದೀಪಾ ಮಲಿಕ್ - ಯೋಗ ಮತ್ತು ಕ್ರೀಡೆ [971, 1252, 1190, 1270]
awards-list [955, 1039, 1190, 1270]
hasina-body-col2 [1238, 1999, 1513, 2400]
sidebar1-text: ಮಹಾರಾಷ್ಟ್ರ ಚುನಾವಣೆಯ ಫಲಿತಾಂಶ ಪ್ರಕಟವಾಗಿ ವಾರ ಕಳೆದರೂ ರಾಜಕೀಯ ಕೆಸರೆರಚಾಟ ಮುಂದುವರೆದಿದೆ. ಮಹಾರಾಷ್ಟ್ರ ಕಾಂಗ್ರೆಸ್ ಮುಖಂಡ ಹಾಗೂ ಮಾಜಿ ಮುಖ್ಯಮಂತ್ರಿ ಪೃಥ್ವಿರಾಜ್ ಚೌಹಾಣ್ ಅವರು ನೀಡಿರುವ ಹೇಳಿಕೆ ವಿವಾದ ಸೃಷ್ಟಿಸಿದೆ. ಇವಿಎಂ ಬಗ್ಗೆ ಸಂಶಯ ವ್ಯಕ್ತಪಡಿಸಿರುವ ಅವರು, ಚುನಾವಣಾ ಆಯೋಗದ ಮೇಲೆ ಗಂಭೀರ ಆರೋಪ ಮಾಡಿದ್ದಾರೆ. ಮಹಾಯುತಿ ಮೈತ್ರಿಕೂಟ ಭರ್ಜರಿ ಜಯ ಸಾಧಿಸಿರುವುದು ಅನುಮಾನಕ್ಕೆ ಕಾರಣವಾಗಿದೆ ಎಂದು ಅವರು ಹೇಳಿದ್ದಾರೆ. ಮತದಾನದ ಅಂತಿಮ ಹಂತದಲ್ಲಿ ಮತ ಪ್ರಮಾಣ ಏರಿಕೆಯಾಗಿರುವ ಬಗ್ಗೆ ಪ್ರಶ್ನೆ ಎತ್ತಿದ್ದಾರೆ. ಶೇ 7.83 ರಷ್ಟು ಮತಗಳ ಹೆಚ್ಚಳವಾಗಿದ್ದು ಇದರ ಬಗ್ಗೆ ವಿವರ ನೀಡಬೇಕು ಎಂದು ಆಗ್ರಹಿಸಿದ್ದಾರೆ. ಚುನಾವಣಾ ಆಯೋಗದ ಅಂಕಿ ಅಂಶಗಳಲ್ಲಿ ಗೊಂದಲವಿದೆ, ಈ ಬಗ್ಗೆ ಆಯೋಗ ಸ್ಪಷ್ಟನೆ ನೀಡಬೇಕು ಎಂದು ಕಾಂಗ್ರೆಸ್ ಒತ್ತಾಯಿಸಿದೆ. ಇವಿಎಂ ಬದಲು ಮತಪತ್ರ ಬಳಕೆಗೆ ಒತ್ತಾಯಿಸಿ ಕಾಂಗ್ರೆಸ್ ಹೋರಾಟ ನಡೆಸಲಿದೆ ಎಂದು ಅವರು ತಿಳಿಸಿದ್ದಾರೆ. [1225, 155, 1508, 355]
ipl-body-1: ಐಪಿಎಲ್ ಹರಾಜಿನಲ್ಲಿ ಮುಂಬೈ ಇಂಡಿಯನ್ಸ್ ಖರೀದಿಸಿದ ಯುವ ಆಟಗಾರರ ಬಗ್ಗೆ ಸಂತಸ ವ್ಯಕ್ತಪಡಿಸಿರುವ ತಂಡದ ಒಡತಿ ಶ್ರೀಮತಿ ನೀತಾ ಎಂ. ಅಂಬಾನಿ, 'ಭಾರತೀಯ ಕ್ರಿಕೆಟ್‌ಗಾಗಿ ಯುವ ಆಟಗಾರರನ್ನು ಅಭಿವೃದ್ಧಿಪಡಿಸುವ ಸಂಪ್ರದಾಯವನ್ನು ಮುಂದುವರಿಸಲು ಬಯಸುತ್ತೇವೆ. ನಮ್ಮ ಹರಾಜು ಟೇಬಲ್‌ನ ಹೊಸ ತಂಡ, ಹೊಸ ಆಲೋಚನೆ ಇದೆ' ಎಂದಿದ್ದಾರೆ. ಮುಂಬೈ ಇಂಡಿಯನ್ಸ್ ಉತ್ತಮ ತಂಡವನ್ನು ಕಟ್ಟಿದೆ. ಟ್ರೆಂಟ್ ಬೌಲ್ಟ್, ನಮನ್ ಧೀರ್, ಅಲ್ಲಾ ಘಜನ್‌ಫರ್, ವಿಲ್ ಜಾಕ್ಸ್, ದೀಪಕ್ ಚಹರ್, ರಾಬಿನ್ ಮಿಂಜ್, ಕರಣ್ ಶರ್ಮಾ, ರಯಾನ್ ರಿಕೆಲ್ಟನ್ ಮುಂತಾದವರನ್ನು ಖರೀದಿಸಲಾಗಿದೆ. [19, 981, 398, 1079]
cop-line4: UK 2021 [830, 2372, 869, 2381]
hasina-dateline: ಢಾಕಾ: [968, 2000, 992, 2013]
awards-title-2: ಭಾಜನರಾದ ಪಟ್ಟಿ [1018, 1008, 1126, 1031]
hasina-body-col1 [968, 1999, 1227, 2400]
canara-headline-line2: ಕನ್ನಡ ರಾಜ್ಯೋತ್ಸವ ಆಚರಣೆ [57, 181, 612, 253]
sai-body-3: ಶಿಕ್ಷಣತಜ್ಞರು ಮತ್ತು ಮಾಜಿ ನಿರ್ದೇಶಕರಾದ ಡಾ. ಹೆಚ್.ಪಿ. ಕಿಂಚಾ, ಮೈಸೂರು ವಿಶ್ವವಿದ್ಯಾಲಯದ ವಿಶ್ರಾಂತ ಕುಲಪತಿಗಳಾದ ಪ್ರೊ. ಜೆ. ಶಶಿಧರ ಪ್ರಸಾದ್, ಪ್ರಸಿದ್ಧ ಚಲನಚಿತ್ರ ನಿರ್ಮಾಪಕ ಶ್ರೀ ಸಿ.ಕೆ. ಕುಮಾರ್ ಸೇರಿದಂತೆ ಹಲವು ಗಣ್ಯರು ಸಮಾರಂಭದಲ್ಲಿ ಉಪಸ್ಥಿತರಿದ್ದರು. ಸದ್ಗುರು ಶ್ರೀ ಮಧುಸೂದನ ಸಾಯಿ ಅವರು ಮಾತನಾಡಿ, ಸೇವೆಯೇ ನಿಜವಾದ ಆಧ್ಯಾತ್ಮಿಕತೆ ಎಂದು ಹೇಳಿದರು. ಪ್ರಶಸ್ತಿ ಪುರಸ್ಕೃತರು ತಮ್ಮ ಕ್ಷೇತ್ರಗಳಲ್ಲಿ ಮಾಡಿರುವ ಕಾರ್ಯ ಇತರರಿಗೆ ಮಾದರಿಯಾಗಿದೆ ಎಂದು ಅವರು ಶ್ಲಾಘಿಸಿದರು. [675, 1092, 934, 1207]
shinde-headline-line2: ಏಕನಾಥ್ ಶಿಂಧೆ [23, 1962, 201, 2003]
sidhu-headline-line1: ಮಾಜಿ ಕ್ರಿಕೆಟಿಗ ನವಜೋತ್ ಸಿಂಗ್ ಸಿಧು [153, 1458, 622, 1502]
sidebar-divider-1 [1217, 735, 1516, 736]
shinde-dateline: ನವದೆಹಲಿ: [19, 2020, 59, 2033]
sai-body-2: ಕಲ್ಯಾಣ, ಸಂಗೀತ ಮತ್ತು ಲಲಿತ ಕಲೆಗಳು ಮತ್ತು ಯೋಗ ಮತ್ತು ಕ್ರೀಡೆಗಳ ಕ್ಷೇತ್ರಗಳಲ್ಲಿ ಈ ಸಾಧಕರನ್ನು ಗುರುತಿಸಲಾಯಿತು. ಪ್ರತಿ ಪ್ರಶಸ್ತಿಯು ಪ್ರಶಂಸಾ ಪತ್ರ, ಸ್ಮರಣಿಕೆ ಮತ್ತು ನಗದು ಬಹುಮಾನವನ್ನು ಒಳಗೊಂಡಿದೆ. ದೇಶಾದ್ಯಂತ ಸಮಾಜ ಸೇವೆಯಲ್ಲಿ ತೊಡಗಿರುವವರನ್ನು ಗುರುತಿಸುವ ಕೆಲಸ ಮಾಡಲಾಗುತ್ತಿದೆ ಎಂದು ಅವರು ಹೇಳಿದರು. [675, 964, 934, 1045]
sai-body-1: ಉಚಿತ ಮತ್ತು ಗುಣಮಟ್ಟದ ವೈದ್ಯಕೀಯ ಆರೈಕೆ, ಶಿಕ್ಷಣ ಹಾಗೂ ಪೌಷ್ಟಿಕ ಆಹಾರವನ್ನು ನೀಡುವ ಉತ್ಕೃಷ್ಟ ಸೇವಾ ಸಂಸ್ಥೆಯಾದ ಶ್ರೀ ಸತ್ಯ ಸಾಯಿ ಗ್ರೂಪ್, ಅಸಾಧಾರಣ ಸೇವೆ ಸಲ್ಲಿಸಿದ ಗಣ್ಯರನ್ನು ಗುರುತಿಸಿ ಗೌರವಿಸುವ ಶ್ರೀ ಸತ್ಯ ಸಾಯಿ ಮಾನವ ಅಭ್ಯುದಯ ಪುರಸ್ಕಾರ ಪ್ರದಾನ ಸಮಾರಂಭವನ್ನು ಆಯೋಜಿಸಿತ್ತು. ಸದ್ಗುರು ಶ್ರೀ ಮಧುಸೂದನ ಸಾಯಿ ಅವರು, ಶ್ರೀ ಸತ್ಯ ಸಾಯಿ ಮಾನವ ಅಭ್ಯುದಯ ಪುರಸ್ಕಾರದ 8ನೇ ಆವೃತ್ತಿಯ ಅಧ್ಯಕ್ಷತೆಯನ್ನು ವಹಿಸಿದ್ದರು. 'ಅಭ್ಯುದಯ ದಿನ' ಎಂದು ಕರೆಯಲ್ಪಡುವ ಈ ಸಮಾರಂಭದಲ್ಲಿ ಸಮಾಜದ ಕಲ್ಯಾಣಕ್ಕಾಗಿ ನಿಸ್ವಾರ್ಥವಾಗಿ ಸೇವೆ ಸಲ್ಲಿಸುತ್ತಿರುವ ವ್ಯಕ್ತಿಗಳು ಮತ್ತು ಸಂಸ್ಥೆಗಳನ್ನು ಸನ್ಮಾನಿಸಲಾಯಿತು. ಈ ಸಂದರ್ಭದಲ್ಲಿ ಕರ್ನಾಟಕದ ರಾಜ್ಯಪಾಲರಾದ ಥಾವರ್‌ಚಂದ್ ಗೆಹ್ಲೋಟ್ ಮುಖ್ಯ ಅತಿಥಿಯಾಗಿ ಭಾಗವಹಿಸಿದ್ದರು. [422, 964, 665, 1147]
hasina-headline-line1: ಬಾಂಗ್ಲಾದೇಶದಲ್ಲಿ ಚಿನ್ಮಯ್ ದಾಸ್ ಬಂಧನಕ್ಕೆ [1046, 1910, 1431, 1942]
sidebar2-dateline: ನವದೆಹಲಿ: [1225, 820, 1265, 833]
logo-sanje: ಸಂಜೆ [1177, 15, 1224, 47]
congress-flags [989, 1541, 1206, 1636]
cop-logo [825, 2338, 947, 2400]
sai-awardees [421, 712, 1203, 955]
